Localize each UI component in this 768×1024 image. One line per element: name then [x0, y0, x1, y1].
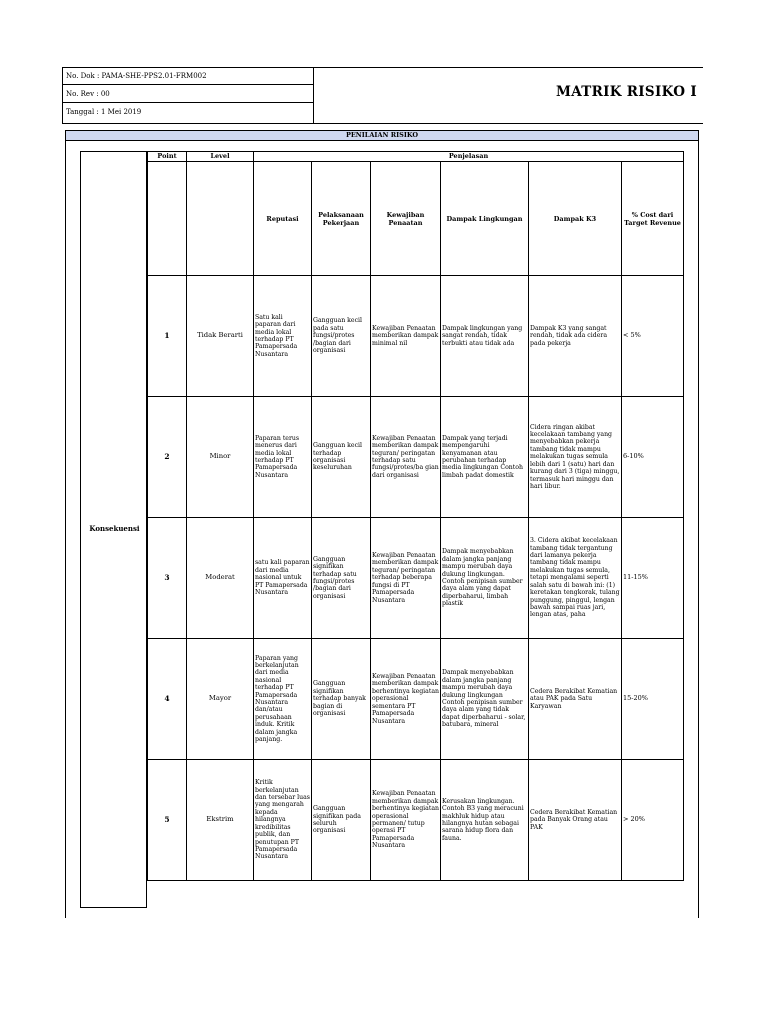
doc-number: No. Dok : PAMA-SHE-PPS2.01-FRM002: [63, 68, 313, 85]
cell-kewajiban: Kewajiban Penaatan memberikan dampak teguran/ peringatan terhadap beberapa fungsi di PT Pamapersada Nusantara: [371, 518, 441, 639]
revision-number: No. Rev : 00: [63, 86, 313, 103]
cell-level: Minor: [187, 397, 254, 518]
consequence-label: Konsekuensi: [89, 524, 140, 533]
subheader-cost: % Cost dari Target Revenue: [622, 162, 684, 276]
cell-point: 1: [148, 276, 187, 397]
cell-cost: 11-15%: [622, 518, 684, 639]
subheader-lingkungan: Dampak Lingkungan: [441, 162, 529, 276]
cell-point: 4: [148, 639, 187, 760]
cell-cost: 6-10%: [622, 397, 684, 518]
table-row: [148, 639, 684, 760]
table-header-row: [148, 152, 684, 162]
table-row: [148, 518, 684, 639]
header-level: Level: [187, 152, 254, 162]
cell-k3: Cedera Berakibat Kematian atau PAK pada Satu Karyawan: [529, 639, 622, 760]
risk-matrix-table: [147, 151, 684, 881]
subheader-k3: Dampak K3: [529, 162, 622, 276]
cell-pelaksanaan: Gangguan signifikan pada seluruh organisasi: [312, 760, 371, 881]
document-title: MATRIK RISIKO I: [556, 84, 697, 100]
table-row: [148, 760, 684, 881]
header-point: Point: [148, 152, 187, 162]
cell-reputasi: Satu kali paparan dari media lokal terhadap PT Pamapersada Nusantara: [254, 276, 312, 397]
table-row: [148, 397, 684, 518]
table-subheader-row: [148, 162, 684, 276]
cell-point: 2: [148, 397, 187, 518]
cell-reputasi: Paparan terus menerus dari media lokal terhadap PT Pamapersada Nusantara: [254, 397, 312, 518]
cell-level: Moderat: [187, 518, 254, 639]
cell-k3: Dampak K3 yang sangat rendah, tidak ada cidera pada pekerja: [529, 276, 622, 397]
cell-lingkungan: Dampak menyebabkan dalam jangka panjang mampu merubah daya dukung lingkungan. Contoh penipisan sumber daya alam yang dapat diperbaharui, limbah plastik: [441, 518, 529, 639]
cell-cost: 15-20%: [622, 639, 684, 760]
cell-cost: < 5%: [622, 276, 684, 397]
section-title: PENILAIAN RISIKO: [65, 130, 699, 141]
cell-pelaksanaan: Gangguan kecil terhadap organisasi keseluruhan: [312, 397, 371, 518]
cell-pelaksanaan: Gangguan signifikan terhadap banyak bagian di organisasi: [312, 639, 371, 760]
cell-reputasi: satu kali paparan dari media nasional untuk PT Pamapersada Nusantara: [254, 518, 312, 639]
cell-pelaksanaan: Gangguan kecil pada satu fungsi/protes /bagian dari organisasi: [312, 276, 371, 397]
header-penjelasan: Penjelasan: [254, 152, 684, 162]
cell-pelaksanaan: Gangguan signifikan terhadap satu fungsi/protes /bagian dari organisasi: [312, 518, 371, 639]
cell-level: Mayor: [187, 639, 254, 760]
cell-lingkungan: Dampak yang terjadi mempengaruhi kenyamanan atau perubahan terhadap media lingkungan Contoh limbah padat domestik: [441, 397, 529, 518]
cell-point: 5: [148, 760, 187, 881]
consequence-column: [80, 151, 147, 908]
subheader-reputasi: Reputasi: [254, 162, 312, 276]
document-date: Tanggal : 1 Mei 2019: [66, 108, 142, 116]
cell-kewajiban: Kewajiban Penaatan memberikan dampak berhentinya kegiatan operasional permanen/ tutup operasi PT Pamapersada Nusantara: [371, 760, 441, 881]
cell-level: Ekstrim: [187, 760, 254, 881]
cell-k3: Cidera ringan akibat kecelakaan tambang yang menyebabkan pekerja tambang tidak mampu melakukan tugas semula lebih dari 1 (satu) hari dan kurang dari 3 (tiga) minggu, termasuk hari minggu dan hari libur.: [529, 397, 622, 518]
cell-lingkungan: Dampak menyebabkan dalam jangka panjang mampu merubah daya dukung lingkungan Contoh penipisan sumber daya alam yang tidak dapat diperbaharui - solar, batubara, mineral: [441, 639, 529, 760]
subheader-level-blank: [187, 162, 254, 276]
cell-kewajiban: Kewajiban Penaatan memberikan dampak minimal nil: [371, 276, 441, 397]
cell-reputasi: Kritik berkelanjutan dan tersebar luas yang mengarah kepada hilangnya kredibilitas publik, dan penutupan PT Pamapersada Nusantara: [254, 760, 312, 881]
table-row: [148, 276, 684, 397]
subheader-point-blank: [148, 162, 187, 276]
subheader-kewajiban: Kewajiban Penaatan: [371, 162, 441, 276]
cell-lingkungan: Dampak lingkungan yang sangat rendah, tidak terbukti atau tidak ada: [441, 276, 529, 397]
cell-point: 3: [148, 518, 187, 639]
cell-cost: > 20%: [622, 760, 684, 881]
cell-kewajiban: Kewajiban Penaatan memberikan dampak teguran/ peringatan terhadap satu fungsi/protes/ba gian dari organisasi: [371, 397, 441, 518]
cell-level: Tidak Berarti: [187, 276, 254, 397]
cell-kewajiban: Kewajiban Penaatan memberikan dampak berhentinya kegiatan operasional sementara PT Pamapersada Nusantara: [371, 639, 441, 760]
cell-reputasi: Paparan yang berkelanjutan dari media nasional terhadap PT Pamapersada Nusantara dan/atau perusahaan induk. Kritik dalam jangka panjang.: [254, 639, 312, 760]
subheader-pelaksanaan: Pelaksanaan Pekerjaan: [312, 162, 371, 276]
cell-k3: Cedera Berakibat Kematian pada Banyak Orang atau PAK: [529, 760, 622, 881]
cell-k3: 3. Cidera akibat kecelakaan tambang tidak tergantung dari lamanya pekerja tambang tidak mampu melakukan tugas semula, tetapi mengalami seperti salah satu di bawah ini: (1) keretakan tengkorak, tulang punggung, pinggul, lengan bawah sampai ruas jari, lengan atas, paha: [529, 518, 622, 639]
header-divider: [313, 68, 314, 123]
cell-lingkungan: Kerusakan lingkungan. Contoh B3 yang meracuni makhluk hidup atau hilangnya hutan sebagai sarana hidup flora dan fauna.: [441, 760, 529, 881]
